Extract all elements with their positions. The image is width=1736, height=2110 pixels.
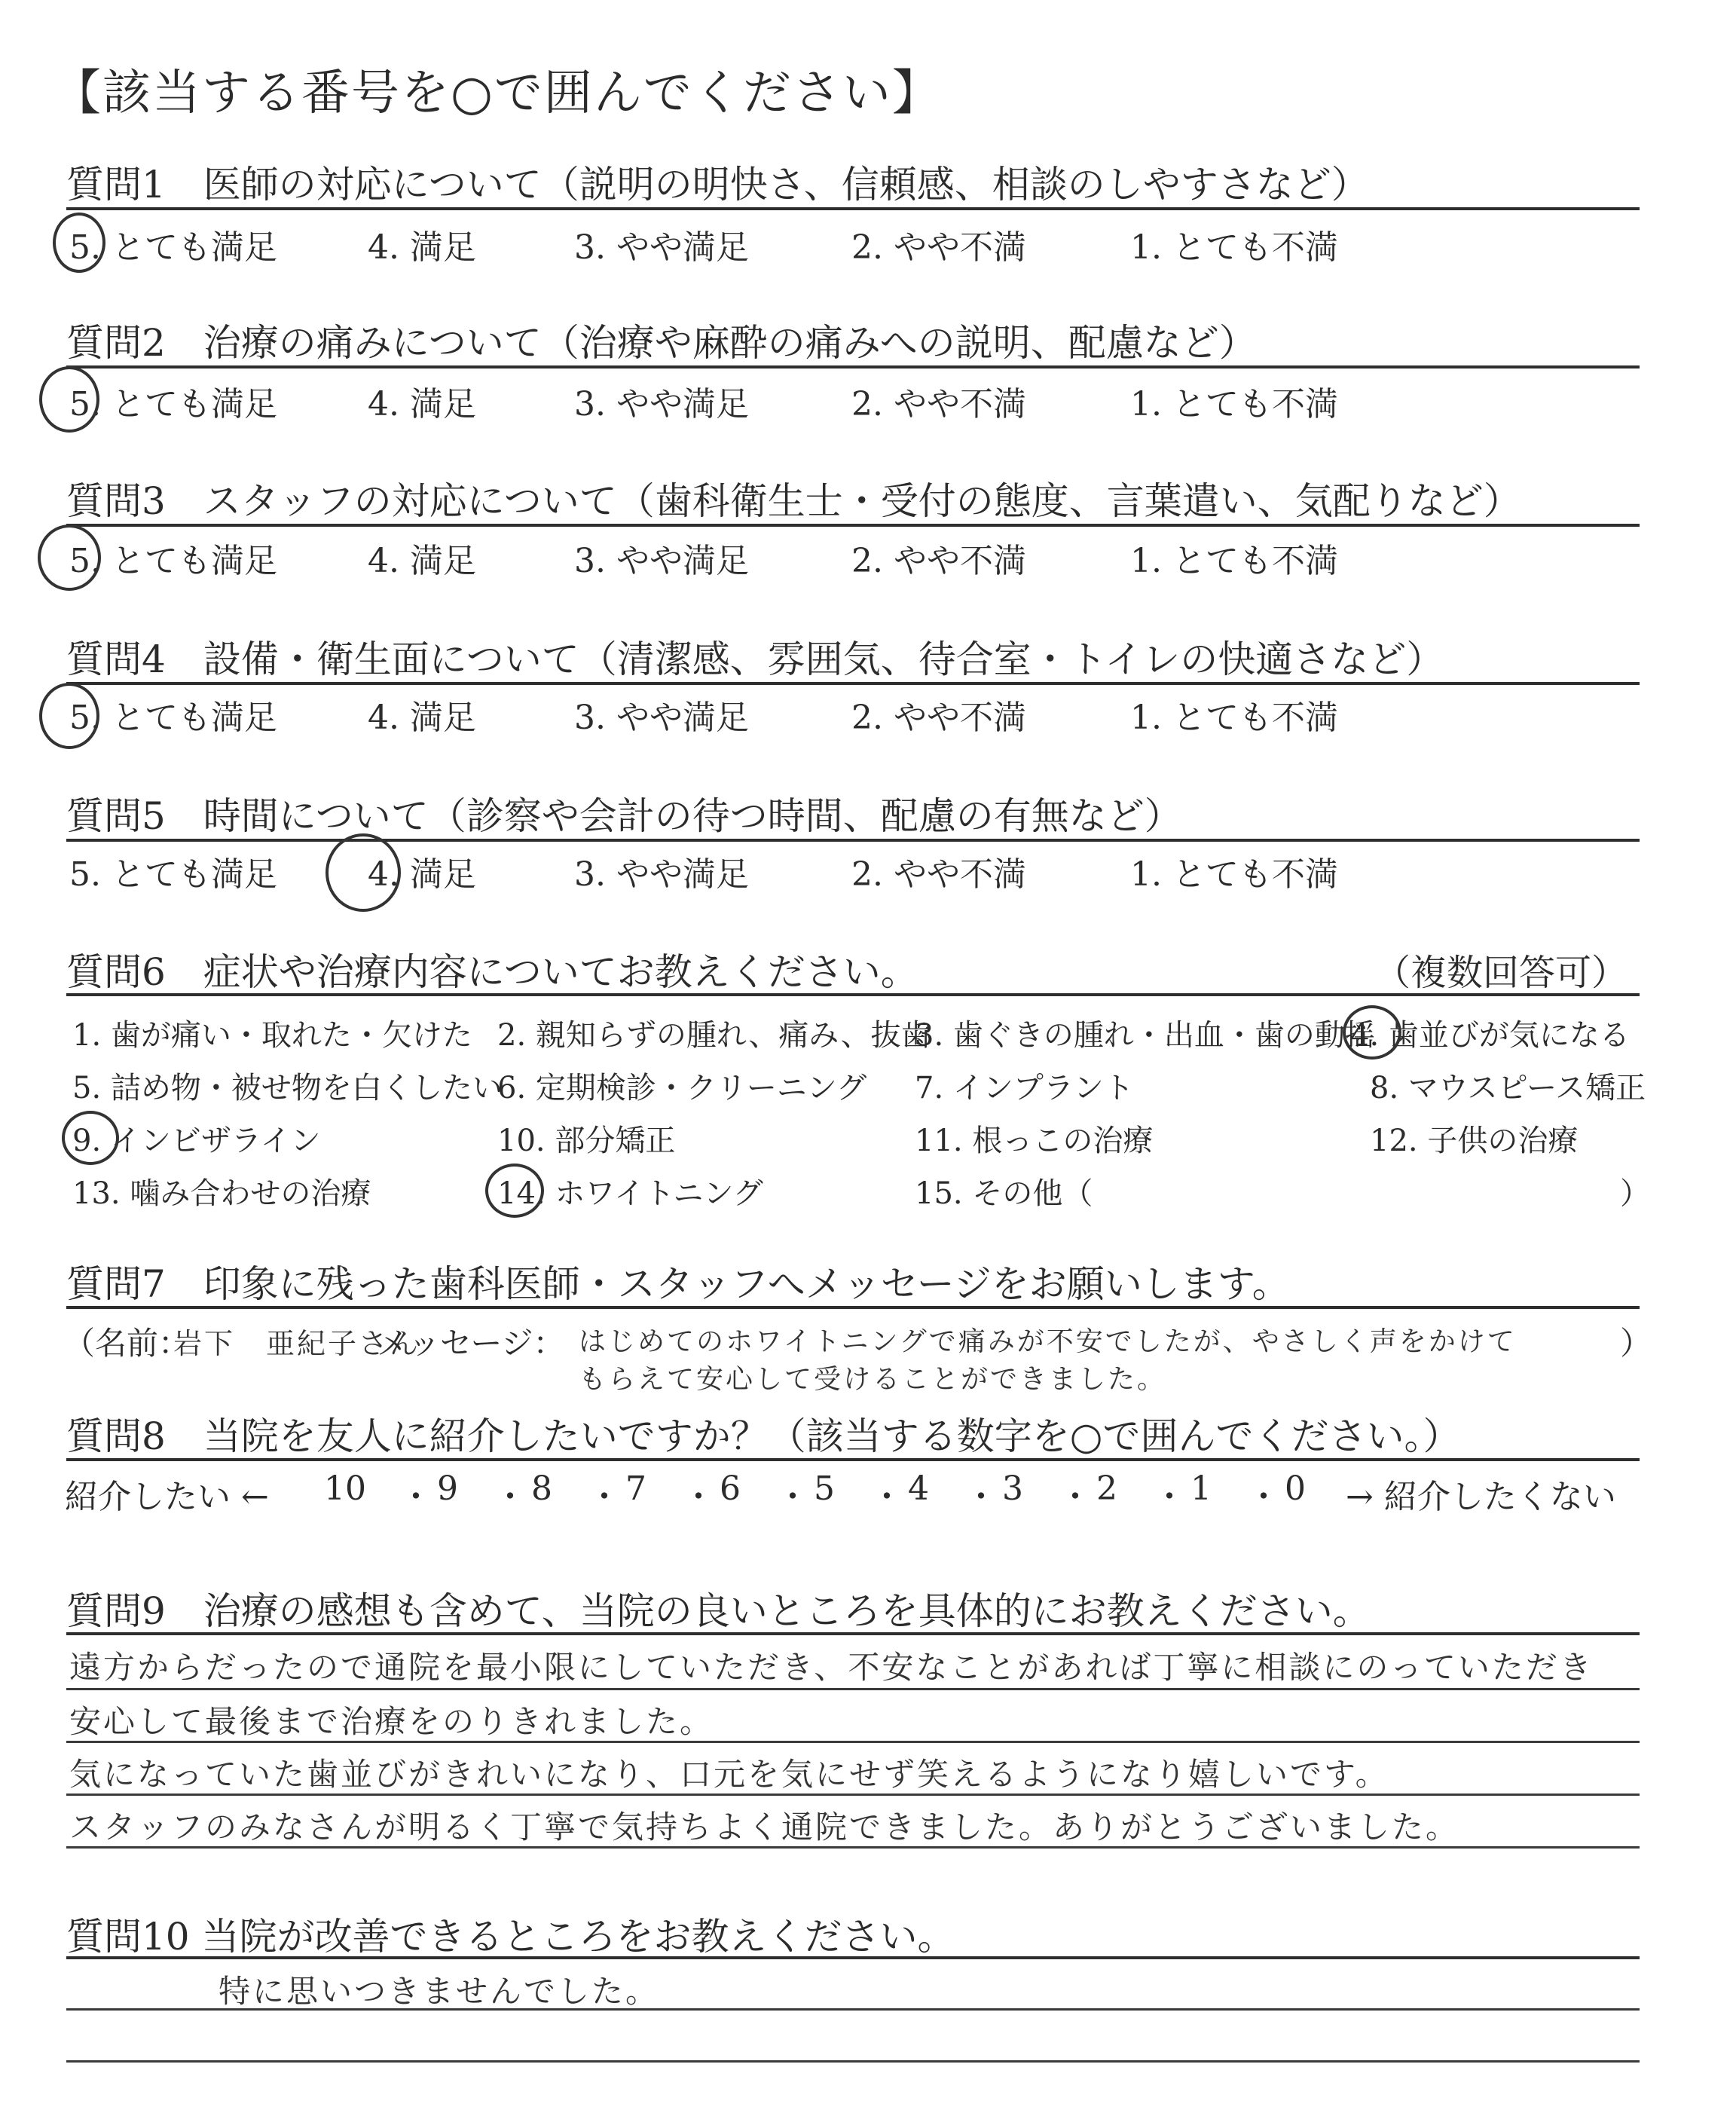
q6-option-10[interactable]: 10. 部分矯正: [497, 1124, 676, 1158]
q2-selection-circle: [39, 366, 99, 433]
q2-option-3[interactable]: 3. やや満足: [574, 385, 749, 424]
q9-line-rule: [66, 1846, 1640, 1849]
question-7-rule: [66, 1306, 1640, 1309]
q8-number-2[interactable]: 2: [1096, 1469, 1117, 1508]
q1-option-1[interactable]: 1. とても不満: [1130, 228, 1338, 267]
q3-option-4[interactable]: 4. 満足: [368, 542, 476, 580]
q3-option-2[interactable]: 2. やや不満: [851, 542, 1026, 580]
q8-number-7[interactable]: 7: [625, 1469, 646, 1508]
q8-dot: ・: [964, 1478, 998, 1516]
q7-name-value[interactable]: 岩下 亜紀子さん: [173, 1327, 421, 1360]
question-10-title: 質問10 当院が改善できるところをお教えください。: [66, 1915, 955, 1959]
q6-option-1[interactable]: 1. 歯が痛い・取れた・欠けた: [72, 1018, 472, 1053]
question-6-rule: [66, 993, 1640, 996]
q2-option-2[interactable]: 2. やや不満: [851, 385, 1026, 424]
q6-option-8[interactable]: 8. マウスピース矯正: [1370, 1071, 1646, 1105]
q8-dot: ・: [494, 1478, 527, 1516]
q1-selection-circle: [53, 213, 105, 273]
q8-dot: ・: [399, 1478, 432, 1516]
q6-option-14[interactable]: 14. ホワイトニング: [497, 1176, 763, 1211]
q5-option-5[interactable]: 5. とても満足: [69, 855, 277, 894]
q4-selection-circle: [39, 683, 99, 749]
question-7-title: 質問7 印象に残った歯科医師・スタッフへメッセージをお願いします。: [66, 1262, 1290, 1306]
question-9-rule: [66, 1632, 1640, 1635]
q3-selection-circle: [38, 524, 101, 591]
q9-answer-line-4: スタッフのみなさんが明るく丁寧で気持ちよく通院できました。ありがとうございました。: [69, 1809, 1460, 1845]
q8-number-1[interactable]: 1: [1190, 1469, 1212, 1508]
q4-option-3[interactable]: 3. やや満足: [574, 699, 749, 737]
q9-answer-line-3: 気になっていた歯並びがきれいになり、口元を気にせず笑えるようになり嬉しいです。: [69, 1756, 1389, 1793]
q6-option-11[interactable]: 11. 根っこの治療: [915, 1124, 1154, 1158]
q8-dot: ・: [588, 1478, 621, 1516]
question-4-rule: [66, 682, 1640, 685]
q4-option-5[interactable]: 5. とても満足: [69, 699, 277, 737]
q8-dot: ・: [776, 1478, 809, 1516]
q8-dot: ・: [682, 1478, 715, 1516]
q8-left-label: 紹介したい ←: [65, 1478, 269, 1516]
q9-answer-line-2: 安心して最後まで治療をのりきれました。: [69, 1703, 714, 1740]
question-5-title: 質問5 時間について（診察や会計の待つ時間、配慮の有無など）: [66, 794, 1182, 838]
q8-number-10[interactable]: 10: [324, 1469, 366, 1508]
q4-option-2[interactable]: 2. やや不満: [851, 699, 1026, 737]
q6-option-4[interactable]: 4. 歯並びが気になる: [1350, 1018, 1630, 1053]
question-3-rule: [66, 524, 1640, 527]
q8-number-9[interactable]: 9: [437, 1469, 458, 1508]
q9-line-rule: [66, 1794, 1640, 1796]
q7-message-label: メッセージ：: [377, 1325, 565, 1362]
q10-line-rule: [66, 2008, 1640, 2011]
q3-option-3[interactable]: 3. やや満足: [574, 542, 749, 580]
q8-number-5[interactable]: 5: [814, 1469, 835, 1508]
q4-option-4[interactable]: 4. 満足: [368, 699, 476, 737]
q7-message-line-1[interactable]: はじめてのホワイトニングで痛みが不安でしたが、やさしく声をかけて: [579, 1326, 1517, 1357]
question-9-title: 質問9 治療の感想も含めて、当院の良いところを具体的にお教えください。: [66, 1589, 1371, 1633]
q8-dot: ・: [870, 1478, 903, 1516]
q1-option-2[interactable]: 2. やや不満: [851, 228, 1026, 267]
question-1-title: 質問1 医師の対応について（説明の明快さ、信頼感、相談のしやすさなど）: [66, 163, 1369, 206]
q5-option-4[interactable]: 4. 満足: [368, 855, 476, 894]
question-6-note: （複数回答可）: [1374, 952, 1628, 994]
q6-selection-circle-9: [62, 1111, 119, 1165]
q2-option-5[interactable]: 5. とても満足: [69, 385, 277, 424]
q7-close-paren: ）: [1620, 1325, 1652, 1362]
q7-name-label: （名前：: [63, 1325, 191, 1362]
q8-dot: ・: [1153, 1478, 1186, 1516]
question-6-title: 質問6 症状や治療内容についてお教えください。: [66, 950, 918, 994]
q3-option-1[interactable]: 1. とても不満: [1130, 542, 1338, 580]
question-2-title: 質問2 治療の痛みについて（治療や麻酔の痛みへの説明、配慮など）: [66, 321, 1257, 365]
q2-option-4[interactable]: 4. 満足: [368, 385, 476, 424]
q6-other-close: ）: [1620, 1176, 1650, 1211]
q9-line-rule: [66, 1741, 1640, 1743]
q9-line-rule: [66, 1688, 1640, 1690]
q10-line-rule: [66, 2060, 1640, 2063]
q8-number-8[interactable]: 8: [531, 1469, 552, 1508]
q10-answer-text: 特に思いつきませんでした。: [219, 1973, 660, 2010]
q8-dot: ・: [1247, 1478, 1280, 1516]
q8-number-3[interactable]: 3: [1002, 1469, 1023, 1508]
q5-option-2[interactable]: 2. やや不満: [851, 855, 1026, 894]
q8-right-label: → 紹介したくない: [1346, 1478, 1616, 1516]
question-5-rule: [66, 839, 1640, 842]
question-1-rule: [66, 207, 1640, 210]
q6-option-9[interactable]: 9. インビザライン: [72, 1124, 321, 1158]
q2-option-1[interactable]: 1. とても不満: [1130, 385, 1338, 424]
question-4-title: 質問4 設備・衛生面について（清潔感、雰囲気、待合室・トイレの快適さなど）: [66, 638, 1444, 681]
q5-option-3[interactable]: 3. やや満足: [574, 855, 749, 894]
q6-option-7[interactable]: 7. インプラント: [915, 1071, 1134, 1105]
question-3-title: 質問3 スタッフの対応について（歯科衛生士・受付の態度、言葉遣い、気配りなど）: [66, 479, 1521, 523]
q7-message-line-2[interactable]: もらえて安心して受けることができました。: [579, 1364, 1167, 1395]
q3-option-5[interactable]: 5. とても満足: [69, 542, 277, 580]
question-8-title: 質問8 当院を友人に紹介したいですか？（該当する数字を○で囲んでください。）: [66, 1414, 1461, 1458]
q6-selection-circle-4: [1343, 1005, 1401, 1060]
q6-option-2[interactable]: 2. 親知らずの腫れ、痛み、抜歯: [497, 1018, 931, 1053]
q6-option-3[interactable]: 3. 歯ぐきの腫れ・出血・歯の動揺: [915, 1018, 1375, 1053]
q9-answer-line-1: 遠方からだったので通院を最小限にしていただき、不安なことがあれば丁寧に相談にのっていただき: [69, 1649, 1594, 1686]
q6-selection-circle-14: [485, 1164, 544, 1218]
q8-number-4[interactable]: 4: [908, 1469, 929, 1508]
q8-dot: ・: [1059, 1478, 1092, 1516]
q6-option-15[interactable]: 15. その他（: [915, 1176, 1093, 1211]
q8-number-6[interactable]: 6: [720, 1469, 741, 1508]
q1-option-5[interactable]: 5. とても満足: [69, 228, 277, 267]
q8-number-0[interactable]: 0: [1285, 1469, 1306, 1508]
q6-option-6[interactable]: 6. 定期検診・クリーニング: [497, 1071, 867, 1105]
q5-option-1[interactable]: 1. とても不満: [1130, 855, 1338, 894]
q4-option-1[interactable]: 1. とても不満: [1130, 699, 1338, 737]
form-title: 【該当する番号を○で囲んでください】: [53, 66, 942, 121]
q1-option-3[interactable]: 3. やや満足: [574, 228, 749, 267]
q5-selection-circle: [326, 833, 401, 912]
question-8-rule: [66, 1458, 1640, 1461]
q1-option-4[interactable]: 4. 満足: [368, 228, 476, 267]
question-10-rule: [66, 1956, 1640, 1959]
q6-option-5[interactable]: 5. 詰め物・被せ物を白くしたい: [72, 1071, 503, 1105]
q6-option-13[interactable]: 13. 噛み合わせの治療: [72, 1176, 371, 1211]
q6-option-12[interactable]: 12. 子供の治療: [1370, 1124, 1579, 1158]
question-2-rule: [66, 365, 1640, 368]
